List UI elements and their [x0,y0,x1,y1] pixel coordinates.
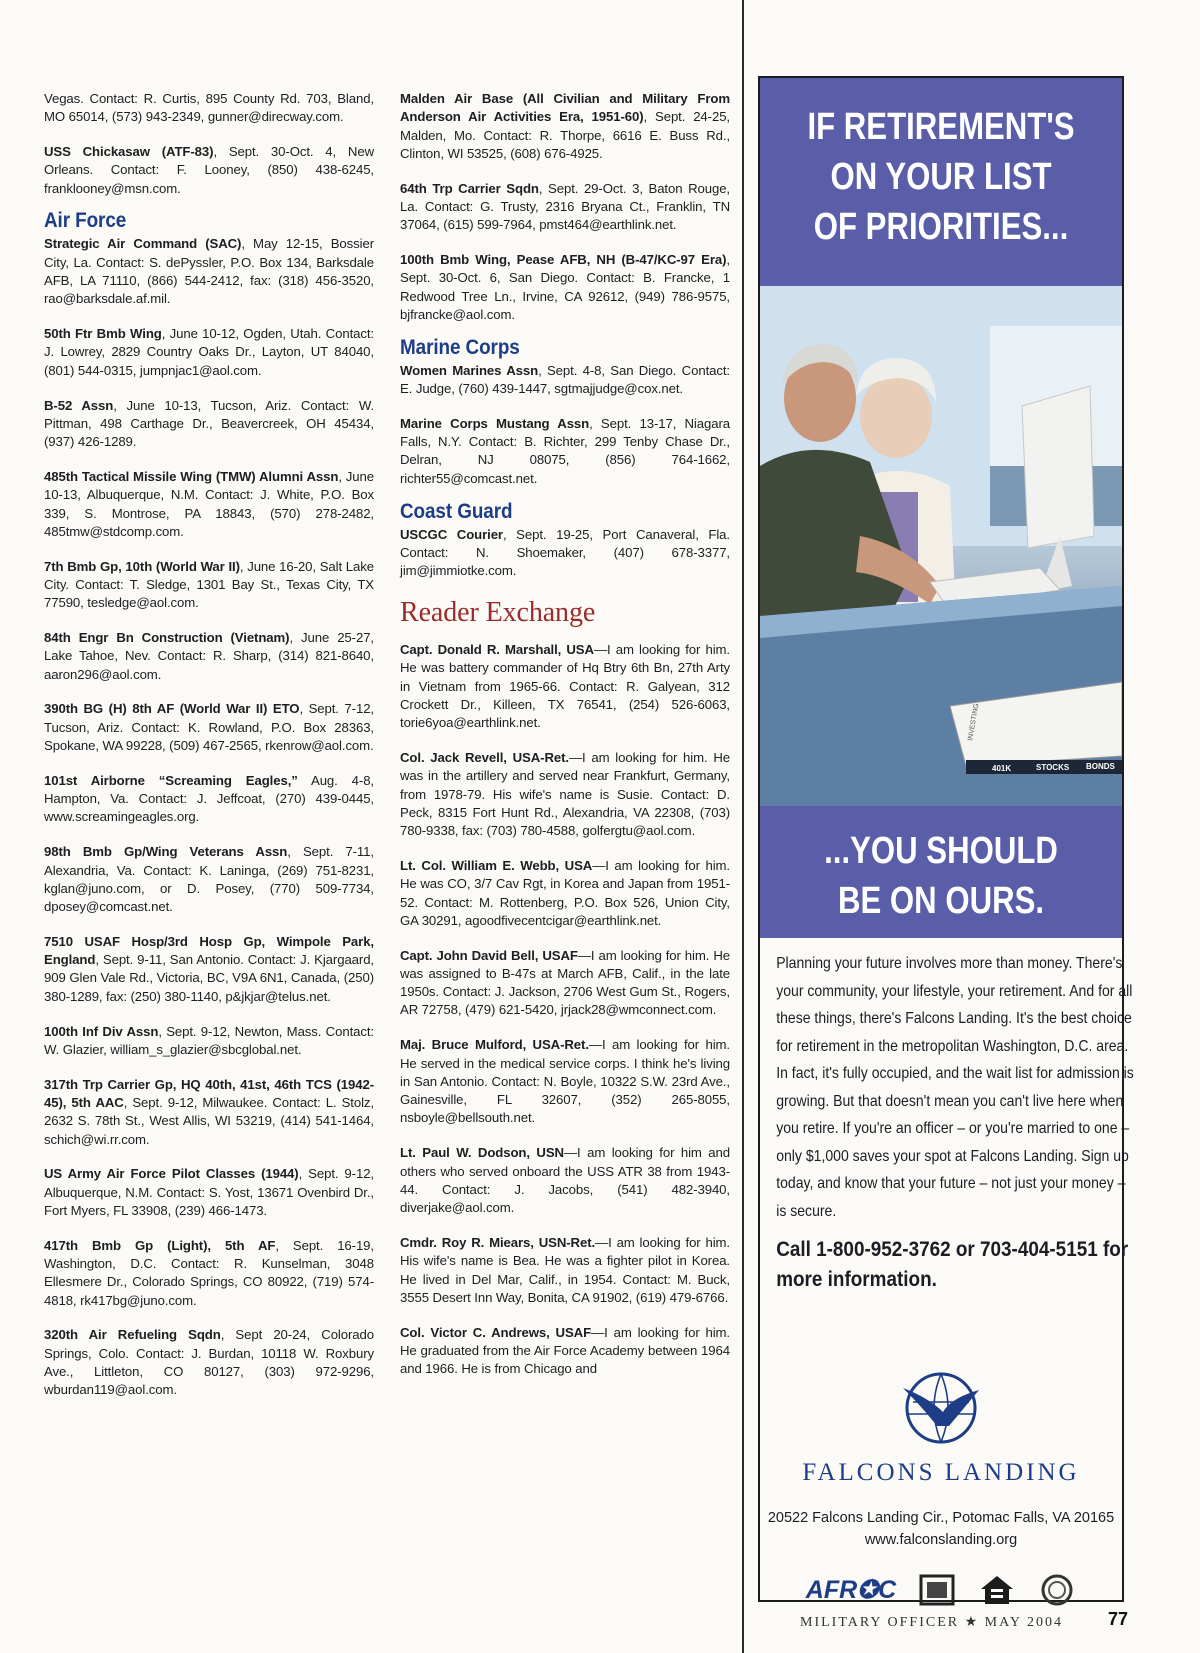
listing-entry [44,143,374,198]
afroc-logo: AFR✪C [805,1576,897,1604]
listing-title: 317th Trp Carrier Gp, HQ 40th, 41st, 46th TCS (1942-45), 5th AAC [44,1076,374,1110]
listing-title: Strategic Air Command (SAC) [44,236,242,252]
retired-couple-photo [760,286,1122,806]
listing-entry [44,235,374,308]
falcons-landing-brand [760,1368,1122,1607]
listing-details: Vegas. Contact: R. Curtis, 895 County Rd. 703, Bland, MO 65014, (573) 943-2349, gunner@direcway.com. [44,91,374,125]
listing-entry [44,1165,374,1220]
listing-title: Maj. Bruce Mulford, USA-Ret. [400,1037,589,1053]
listing-details: , Sept. 9-12, Newton, Mass. Contact: W. Glazier, william_s_glazier@sbcglobal.net. [44,1023,374,1057]
listing-title: 320th Air Refueling Sqdn [44,1327,221,1343]
listing-details: —I am looking for him. His wife's name is Bea. He was a fighter pilot in Korea. He lived in Del Mar, Calif., in 1954. Contact: M. Buck, 3555 Desert Inn Way, Bonita, CA 91902, (619) 479-6766. [400,1234,730,1305]
listing-details: , Sept. 16-19, Washington, D.C. Contact: R. Kunselman, 3048 Ellesmere Dr., Colorado Springs, CO 80922, (719) 574-4818, rk417bg@juno.com. [44,1237,374,1308]
listing-entry [400,251,730,324]
listing-title: USS Chickasaw (ATF-83) [44,144,214,160]
listing-entry [44,700,374,755]
listing-title: 485th Tactical Missile Wing (TMW) Alumni Assn [44,468,339,484]
ad-headline-line: ON YOUR LIST [830,156,1052,198]
listing-entry [44,772,374,827]
listing-entry [44,1237,374,1310]
listing-details: , Sept. 7-11, Alexandria, Va. Contact: K. Laninga, (269) 751-8231, kglan@juno.com, or D. Posey, (770) 509-7734, dposey@comcast.net. [44,844,374,915]
listing-entry [400,1144,730,1217]
listing-title: 417th Bmb Gp (Light), 5th AF [44,1237,276,1253]
brand-address [760,1507,1122,1551]
listing-details: , Sept. 30-Oct. 4, New Orleans. Contact: F. Looney, (850) 438-6245, franklooney@msn.com. [44,144,374,196]
ad-subhead-band [760,806,1122,938]
falcons-landing-ad [758,76,1134,1604]
listing-entry [400,362,730,399]
listing-details: Aug. 4-8, Hampton, Va. Contact: J. Jeffcoat, (270) 439-0445, www.screamingeagles.org. [44,772,374,825]
listing-title: 7th Bmb Gp, 10th (World War II) [44,558,240,574]
listing-details: , Sept. 4-8, San Diego. Contact: E. Judge, (760) 439-1447, sgtmajjudge@cox.net. [400,362,730,397]
listing-entry [400,415,730,488]
listing-title: Capt. John David Bell, USAF [400,947,578,963]
listing-entry [44,933,374,1006]
listing-entry [400,90,730,163]
photo-label-401k: 401K [992,764,1012,773]
listing-details: , Sept. 9-12, Milwaukee. Contact: L. Stolz, 2632 S. 78th St., West Allis, WI 53219, (414) 541-1464, schich@wi.rr.com. [44,1094,374,1147]
ad-body-text: Planning your future involves more than money. There's your community, your lifestyle, your retirement. And for all these things, there's Falcons Landing. It's the best choice for retirement in the metropolitan Washington, D.C. area. In fact, it's fully occupied, and the wait list for admission is growing. But that doesn't mean you can't live here when you retire. If you're an officer – or you're married to one – only $1,000 saves your spot at Falcons Landing. Sign up today, and know that your future – not just your money – is secure. [776,955,1134,1220]
listing-details: , Sept. 29-Oct. 3, Baton Rouge, La. Contact: G. Trusty, 2316 Bryana Ct., Franklin, TN 37064, (615) 599-7964, pmst464@earthlink.net. [400,180,730,233]
section-heading: Marine Corps [400,335,520,359]
listing-details: , June 10-13, Tucson, Ariz. Contact: W. Pittman, 498 Carthage Dr., Beavercreek, OH 45434, (937) 426-1289. [44,397,375,450]
listing-title: 100th Inf Div Assn [44,1023,159,1039]
listing-details: —I am looking for him. He was in the artillery and served near Frankfurt, Germany, from 1978-79. His wife's name is Susie. Contact: D. Peck, 8315 Fort Hunt Rd., Alexandria, VA 22308, (703) 780-9338, fax: (703) 780-4588, golfergtu@aol.com. [400,749,730,839]
ad-body [760,938,1152,1295]
listing-details: , June 10-12, Ogden, Utah. Contact: J. Lowrey, 2829 Country Oaks Dr., Layton, UT 84040, (801) 544-0315, jumpnjac1@aol.com. [44,326,374,378]
ad-subhead-line: BE ON OURS. [837,880,1045,922]
ad-subhead-line: ...YOU SHOULD [824,830,1058,872]
listing-title: 64th Trp Carrier Sqdn [400,180,539,196]
listing-entry [44,397,374,452]
listing-details: , Sept. 13-17, Niagara Falls, N.Y. Contact: B. Richter, 299 Tenby Chase Dr., Delran, NJ 08075, (856) 764-1662, richter55@comcast.net. [400,415,730,486]
listing-details: , June 16-20, Salt Lake City. Contact: T. Sledge, 1301 Bay St., Texas City, TX 77590, tesledge@aol.com. [44,558,374,611]
listing-title: Capt. Donald R. Marshall, USA [400,641,594,657]
listing-entry [400,1324,730,1379]
listing-title: Marine Corps Mustang Assn [400,415,590,431]
listing-entry [44,468,374,541]
listing-details: , Sept. 9-11, San Antonio. Contact: J. Kjargaard, 909 Glen Vale Rd., Victoria, BC, V9A 6N1, Canada, (250) 380-1289, fax: (250) 380-1140, p&jkjar@telus.net. [44,952,374,1004]
listing-title: 7510 USAF Hosp/3rd Hosp Gp, Wimpole Park, England [44,933,374,968]
listing-entry [44,629,374,684]
reunions-column-2 [400,90,730,1395]
listing-entry [44,558,374,613]
listing-title: Lt. Paul W. Dodson, USN [400,1145,564,1161]
address-line: 20522 Falcons Landing Cir., Potomac Falls, VA 20165 [767,1510,1115,1526]
listing-details: , June 10-13, Albuquerque, N.M. Contact: J. White, P.O. Box 339, S. Montrose, PA 18843, (570) 278-2482, 485tmw@stdcomp.com. [44,468,374,539]
ad-call-to-action: Call 1-800-952-3762 or 703-404-5151 for more information. [776,1238,1129,1291]
listing-title: Col. Jack Revell, USA-Ret. [400,749,569,765]
accreditation-seal-icon [918,1573,956,1607]
reader-exchange-heading: Reader Exchange [400,596,596,628]
listing-title: Lt. Col. William E. Webb, USA [400,857,593,873]
listing-entry [44,1023,374,1060]
listing-details: , Sept. 9-12, Albuquerque, N.M. Contact: S. Yost, 13671 Ovenbird Dr., Fort Myers, FL 33908, (239) 466-1473. [44,1166,374,1218]
section-heading: Air Force [44,209,127,233]
partner-logos [760,1573,1122,1607]
listing-entry [400,526,730,581]
equal-housing-icon [978,1573,1016,1607]
listing-details: , Sept 20-24, Colorado Springs, Colo. Contact: J. Burdan, 10118 W. Roxbury Ave., Littleton, CO 80127, (303) 972-9296, wburdan119@aol.com. [44,1327,374,1398]
listing-entry [400,857,730,930]
listing-entry [400,1234,730,1307]
listing-entry [400,749,730,840]
section-heading: Coast Guard [400,499,513,523]
listing-title: 100th Bmb Wing, Pease AFB, NH (B-47/KC-97 Era) [400,252,727,268]
listing-details: , Sept. 24-25, Malden, Mo. Contact: R. Thorpe, 6616 E. Buss Rd., Clinton, WI 53525, (608) 676-4925. [400,109,730,161]
listing-title: 84th Engr Bn Construction (Vietnam) [44,630,290,646]
listing-title: Col. Victor C. Andrews, USAF [400,1324,592,1340]
listing-details: —I am looking for him. He was assigned to B-47s at March AFB, Calif., in the late 1950s. Contact: J. Jackson, 2706 West Gum St., Rogers, AR 72758, (479) 621-5420, jrjack28@wmconnect.com. [400,947,730,1018]
listing-entry [400,947,730,1020]
listing-entry [44,325,374,380]
photo-label-bonds: BONDS [1086,762,1115,771]
eagle-globe-icon [899,1368,983,1448]
listing-entry [400,1036,730,1127]
listing-details: —I am looking for him. He was CO, 3/7 Cav Rgt, in Korea and Japan from 1951-52. Contact: M. Rottenberg, P.O. Box 526, Union City, GA 30291, agoodfivecentcigar@earthlink.net. [400,857,730,928]
listing-title: 390th BG (H) 8th AF (World War II) ETO [44,701,300,717]
listing-entry [400,180,730,235]
listing-entry [44,1076,374,1149]
listing-title: B-52 Assn [44,397,114,413]
listing-details: —I am looking for him and others who served onboard the USS ATR 38 from 1943-44. Contact: J. Jacobs, (541) 482-3940, diverjake@aol.com. [400,1145,730,1216]
listing-title: Malden Air Base (All Civilian and Military From Anderson Air Activities Era, 1951-60) [400,91,730,125]
reunions-column-1 [44,90,374,1416]
photo-label-stocks: STOCKS [1036,763,1070,772]
brand-name: FALCONS LANDING [802,1459,1080,1486]
listing-details: —I am looking for him. He was battery commander of Hq Btry 6th Bn, 27th Arty in Vietnam from 1965-66. Contact: R. Galyean, 312 Crockett Dr., Killeen, TX 76541, (254) 526-6063, torie6yoa@earthlink.net. [400,641,730,731]
listing-entry [44,90,374,127]
listing-details: , Sept. 7-12, Tucson, Ariz. Contact: K. Rowland, P.O. Box 28363, Spokane, WA 99228, (509) 467-2565, rkenrow@aol.com. [44,701,374,754]
listing-entry [400,641,730,732]
listing-title: 101st Airborne “Screaming Eagles,” [44,772,298,788]
ad-headline-line: IF RETIREMENT'S [807,106,1075,148]
listing-details: , Sept. 19-25, Port Canaveral, Fla. Contact: N. Shoemaker, (407) 678-3377, jim@jimmiotke.com. [400,526,730,579]
listing-title: USCGC Courier [400,526,503,542]
listing-title: Women Marines Assn [400,362,539,378]
ad-headline-band [760,78,1122,286]
website-link[interactable]: www.falconslanding.org [864,1532,1018,1548]
listing-title: 98th Bmb Gp/Wing Veterans Assn [44,844,288,860]
column-divider [742,0,744,1653]
listing-details: —I am looking for him. He graduated from the Air Force Academy between 1964 and 1966. He is from Chicago and [400,1324,730,1377]
certification-badge-icon [1038,1573,1076,1607]
ad-headline-line: OF PRIORITIES... [813,206,1069,248]
listing-details: , Sept. 30-Oct. 6, San Diego. Contact: B. Francke, 1 Redwood Tree Ln., Irvine, CA 92612, (949) 786-9575, bjfrancke@aol.com. [400,252,730,322]
listing-details: , June 25-27, Lake Tahoe, Nev. Contact: R. Sharp, (314) 821-8640, aaron296@aol.com. [44,630,374,682]
listing-entry [44,843,374,916]
listing-details: —I am looking for him. He served in the medical service corps. I think he's living in San Antonio. Contact: N. Boyle, 10322 S.W. 23rd Ave., Gainesville, FL 32607, (352) 265-8055, nsboyle@bellsouth.net. [400,1037,730,1126]
listing-title: US Army Air Force Pilot Classes (1944) [44,1166,299,1182]
listing-details: , May 12-15, Bossier City, La. Contact: S. dePyssler, P.O. Box 134, Barksdale AFB, LA 71110, (866) 544-2412, fax: (318) 456-3520, rao@barksdale.af.mil. [44,236,374,307]
listing-entry [44,1326,374,1399]
listing-title: 50th Ftr Bmb Wing [44,326,162,342]
page-number: 77 [1108,1609,1129,1629]
photo-label-binder: INVESTING [967,702,981,742]
listing-title: Cmdr. Roy R. Miears, USN-Ret. [400,1234,596,1250]
magazine-footer: MILITARY OFFICER ★ MAY 2004 [800,1615,1064,1630]
